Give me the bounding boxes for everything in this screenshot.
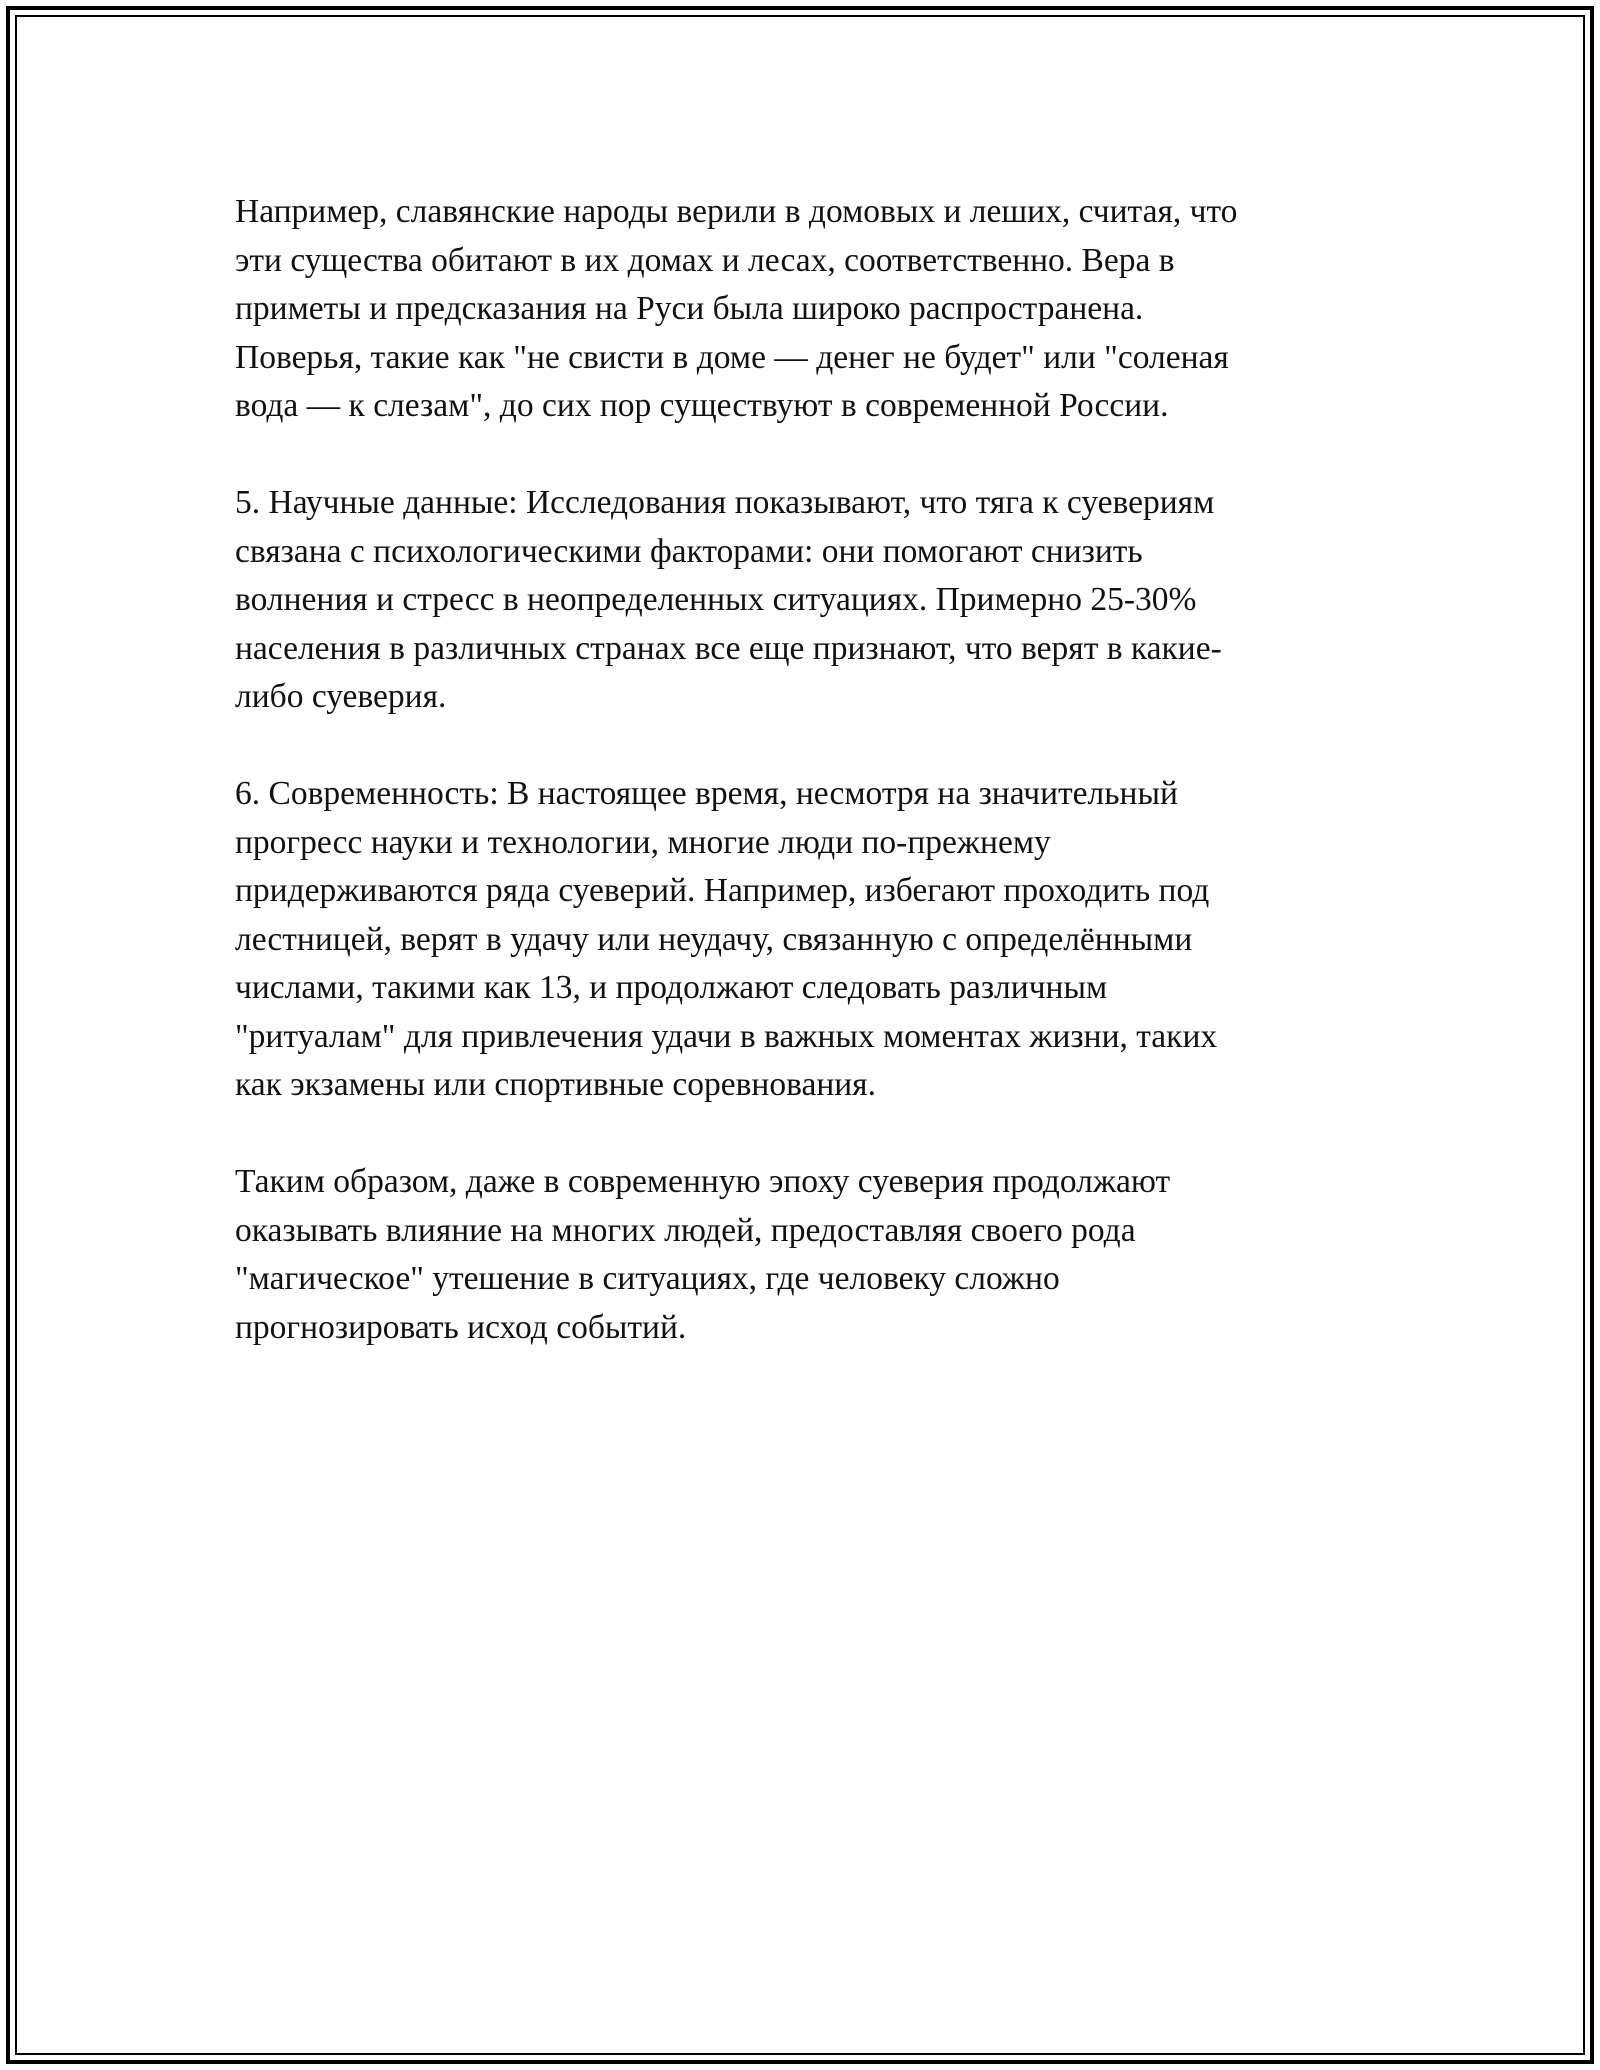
paragraph-slavic-beliefs: Например, славянские народы верили в домовых и леших, считая, что эти существа обитают в их домах и лесах, соответственно. Вера в приметы и предсказания на Руси была широко распространена. Поверья, такие как "не свисти в доме — денег не будет" или "соленая вода — к слезам", до сих пор существуют в современной России.: [235, 193, 1238, 424]
paragraph-scientific-data: 5. Научные данные: Исследования показывают, что тяга к суевериям связана с психологическими факторами: они помогают снизить волнения и стресс в неопределенных ситуациях. Примерно 25-30% населения в различных странах все еще признают, что верят в какие- либо суеверия.: [235, 484, 1222, 715]
document-body: [235, 188, 1355, 1352]
paragraph-modernity: 6. Современность: В настоящее время, несмотря на значительный прогресс науки и технологии, многие люди по-прежнему придерживаются ряда суеверий. Например, избегают проходить под лестницей, верят в удачу или неудачу, связанную с определёнными числами, такими как 13, и продолжают следовать различным "ритуалам" для привлечения удачи в важных моментах жизни, таких как экзамены или спортивные соревнования.: [235, 775, 1218, 1103]
paragraph-conclusion: Таким образом, даже в современную эпоху суеверия продолжают оказывать влияние на многих людей, предоставляя своего рода "магическое" утешение в ситуациях, где человеку сложно прогнозировать исход событий.: [235, 1163, 1171, 1346]
